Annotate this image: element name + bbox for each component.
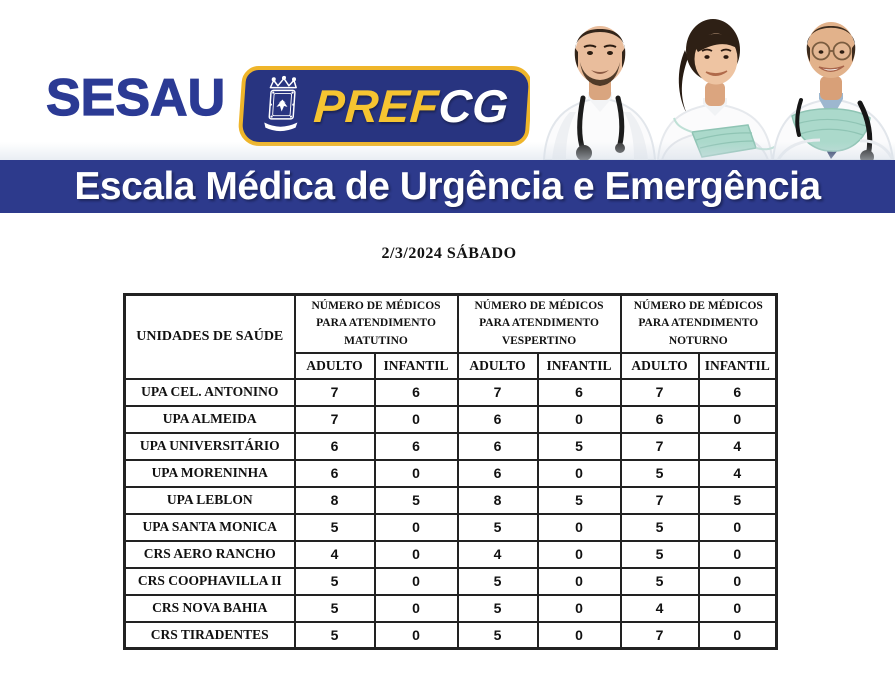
unit-name-cell: CRS TIRADENTES bbox=[125, 622, 295, 649]
campo-grande-crest-icon bbox=[257, 75, 307, 137]
value-cell: 0 bbox=[375, 622, 458, 649]
doctors-photo bbox=[530, 0, 895, 160]
value-cell: 5 bbox=[458, 514, 538, 541]
units-header-cell: UNIDADES DE SAÚDE bbox=[125, 295, 295, 379]
table-row bbox=[125, 460, 777, 487]
table-row bbox=[125, 514, 777, 541]
value-cell: 6 bbox=[295, 460, 375, 487]
table-row bbox=[125, 541, 777, 568]
value-cell: 6 bbox=[458, 433, 538, 460]
period-header-noturno: NÚMERO DE MÉDICOS PARA ATENDIMENTO NOTURNO bbox=[621, 295, 777, 353]
sesau-logo: SESAU bbox=[46, 69, 226, 127]
unit-name-cell: UPA ALMEIDA bbox=[125, 406, 295, 433]
value-cell: 7 bbox=[621, 487, 699, 514]
value-cell: 5 bbox=[621, 568, 699, 595]
period-header-vespertino: NÚMERO DE MÉDICOS PARA ATENDIMENTO VESPERTINO bbox=[458, 295, 621, 353]
subheader-adulto: ADULTO bbox=[295, 353, 375, 379]
value-cell: 0 bbox=[538, 460, 621, 487]
value-cell: 0 bbox=[699, 622, 777, 649]
unit-name-cell: UPA LEBLON bbox=[125, 487, 295, 514]
value-cell: 7 bbox=[458, 379, 538, 406]
value-cell: 6 bbox=[375, 379, 458, 406]
value-cell: 0 bbox=[375, 568, 458, 595]
value-cell: 5 bbox=[621, 460, 699, 487]
unit-name-cell: CRS NOVA BAHIA bbox=[125, 595, 295, 622]
value-cell: 6 bbox=[375, 433, 458, 460]
date-heading: 2/3/2024 SÁBADO bbox=[381, 245, 517, 262]
title-banner bbox=[0, 160, 895, 213]
value-cell: 4 bbox=[699, 460, 777, 487]
value-cell: 4 bbox=[621, 595, 699, 622]
value-cell: 8 bbox=[295, 487, 375, 514]
table-row bbox=[125, 595, 777, 622]
table-row bbox=[125, 568, 777, 595]
value-cell: 6 bbox=[699, 379, 777, 406]
value-cell: 0 bbox=[699, 595, 777, 622]
value-cell: 0 bbox=[538, 514, 621, 541]
value-cell: 5 bbox=[538, 433, 621, 460]
value-cell: 5 bbox=[621, 514, 699, 541]
unit-name-cell: UPA SANTA MONICA bbox=[125, 514, 295, 541]
table-row bbox=[125, 379, 777, 406]
value-cell: 0 bbox=[699, 541, 777, 568]
value-cell: 5 bbox=[458, 595, 538, 622]
value-cell: 5 bbox=[458, 568, 538, 595]
value-cell: 5 bbox=[375, 487, 458, 514]
value-cell: 0 bbox=[375, 541, 458, 568]
value-cell: 7 bbox=[295, 406, 375, 433]
value-cell: 5 bbox=[699, 487, 777, 514]
value-cell: 7 bbox=[295, 379, 375, 406]
value-cell: 5 bbox=[295, 514, 375, 541]
value-cell: 0 bbox=[375, 460, 458, 487]
subheader-adulto: ADULTO bbox=[458, 353, 538, 379]
value-cell: 6 bbox=[538, 379, 621, 406]
value-cell: 0 bbox=[375, 406, 458, 433]
value-cell: 0 bbox=[538, 595, 621, 622]
subheader-adulto: ADULTO bbox=[621, 353, 699, 379]
subheader-infantil: INFANTIL bbox=[538, 353, 621, 379]
value-cell: 6 bbox=[295, 433, 375, 460]
value-cell: 6 bbox=[458, 460, 538, 487]
unit-name-cell: UPA MORENINHA bbox=[125, 460, 295, 487]
value-cell: 5 bbox=[621, 541, 699, 568]
period-header-row bbox=[125, 295, 777, 353]
unit-name-cell: UPA CEL. ANTONINO bbox=[125, 379, 295, 406]
value-cell: 0 bbox=[538, 622, 621, 649]
header bbox=[0, 0, 895, 160]
subheader-infantil: INFANTIL bbox=[375, 353, 458, 379]
schedule-table-body bbox=[125, 379, 777, 649]
value-cell: 0 bbox=[538, 406, 621, 433]
value-cell: 4 bbox=[458, 541, 538, 568]
pref-text: PREF bbox=[312, 80, 441, 132]
value-cell: 5 bbox=[295, 622, 375, 649]
value-cell: 0 bbox=[699, 514, 777, 541]
value-cell: 4 bbox=[699, 433, 777, 460]
table-header bbox=[125, 295, 777, 379]
value-cell: 6 bbox=[458, 406, 538, 433]
unit-name-cell: UPA UNIVERSITÁRIO bbox=[125, 433, 295, 460]
prefcg-wordmark bbox=[312, 80, 511, 132]
value-cell: 0 bbox=[699, 406, 777, 433]
table-row bbox=[125, 406, 777, 433]
value-cell: 8 bbox=[458, 487, 538, 514]
value-cell: 0 bbox=[375, 595, 458, 622]
table-row bbox=[125, 487, 777, 514]
prefcg-logo bbox=[237, 66, 534, 146]
table-row bbox=[125, 433, 777, 460]
value-cell: 5 bbox=[295, 595, 375, 622]
subheader-infantil: INFANTIL bbox=[699, 353, 777, 379]
header-shadow bbox=[0, 142, 895, 160]
schedule-table-wrap bbox=[123, 293, 778, 650]
value-cell: 4 bbox=[295, 541, 375, 568]
value-cell: 0 bbox=[699, 568, 777, 595]
value-cell: 7 bbox=[621, 433, 699, 460]
value-cell: 5 bbox=[295, 568, 375, 595]
unit-name-cell: CRS AERO RANCHO bbox=[125, 541, 295, 568]
table-row bbox=[125, 622, 777, 649]
value-cell: 5 bbox=[458, 622, 538, 649]
value-cell: 6 bbox=[621, 406, 699, 433]
unit-name-cell: CRS COOPHAVILLA II bbox=[125, 568, 295, 595]
page-title: Escala Médica de Urgência e Emergência bbox=[74, 165, 821, 208]
period-header-matutino: NÚMERO DE MÉDICOS PARA ATENDIMENTO MATUTINO bbox=[295, 295, 458, 353]
schedule-table bbox=[123, 293, 778, 650]
value-cell: 0 bbox=[375, 514, 458, 541]
value-cell: 0 bbox=[538, 568, 621, 595]
cg-text: CG bbox=[436, 80, 511, 132]
value-cell: 7 bbox=[621, 622, 699, 649]
value-cell: 0 bbox=[538, 541, 621, 568]
value-cell: 7 bbox=[621, 379, 699, 406]
value-cell: 5 bbox=[538, 487, 621, 514]
